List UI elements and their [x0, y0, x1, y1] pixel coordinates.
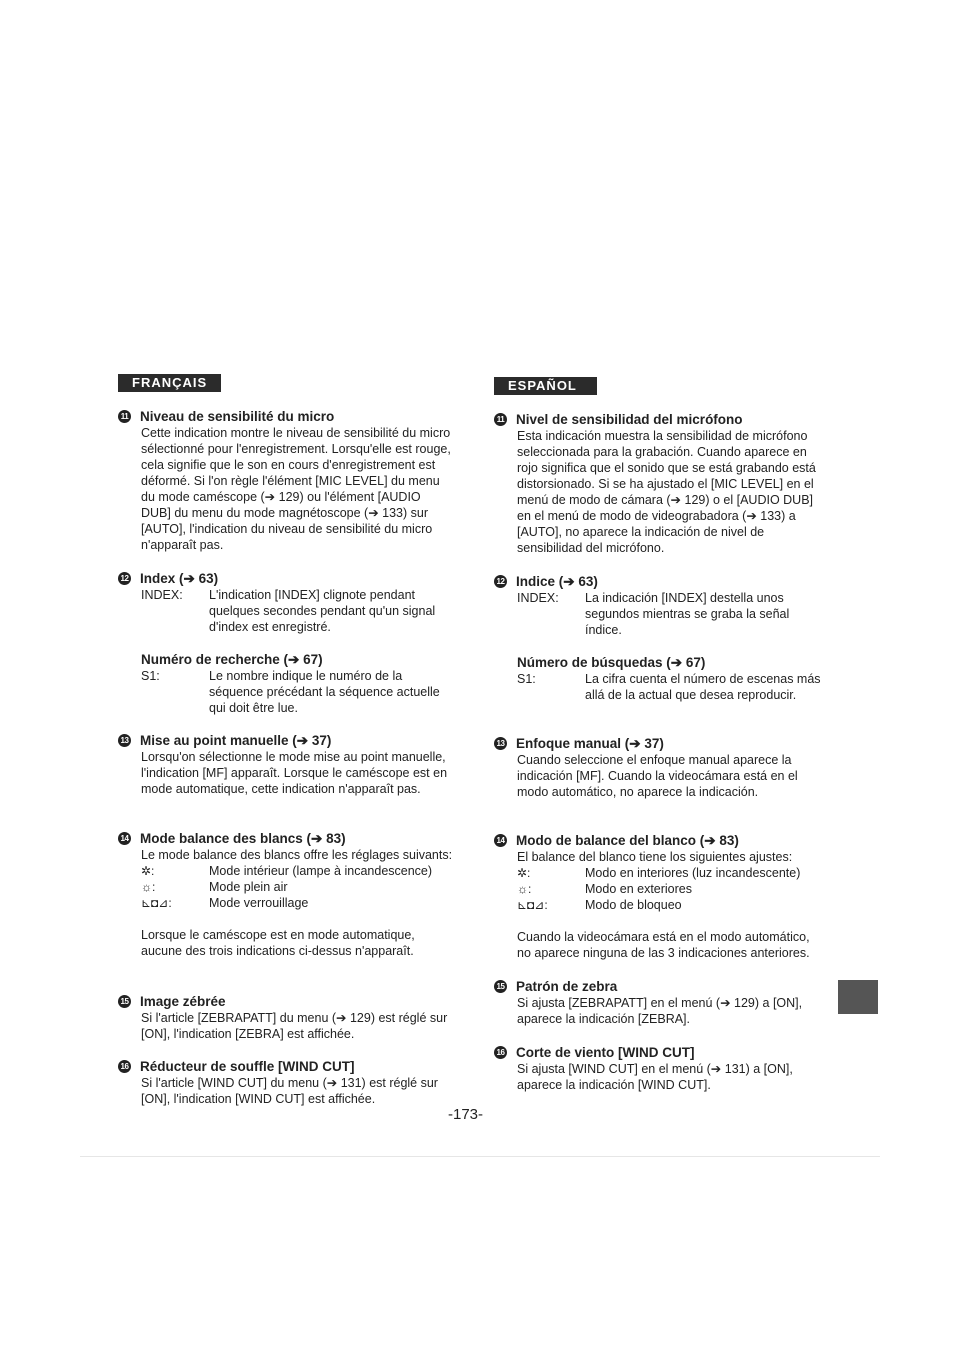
section-13-es — [494, 735, 824, 800]
section-11-es — [494, 411, 824, 556]
section-title: Corte de viento [WIND CUT] — [516, 1045, 695, 1060]
number-badge: 12 — [118, 572, 131, 585]
number-badge: 12 — [494, 575, 507, 588]
section-16-es — [494, 1044, 824, 1093]
section-body: Si ajusta [WIND CUT] en el menú (➔ 131) a [ON], aparece la indicación [WIND CUT]. — [517, 1062, 793, 1092]
wb-lock-icon: ⊾◘⊿: — [517, 898, 548, 912]
number-badge: 13 — [494, 737, 507, 750]
wb-lock-icon: ⊾◘⊿: — [141, 896, 172, 910]
section-15-fr — [118, 993, 453, 1042]
lang-label-fr: FRANÇAIS — [118, 374, 221, 392]
section-note: Lorsque le caméscope est en mode automatique, aucune des trois indications ci-dessus n'apparaît. — [141, 928, 415, 958]
term-key: INDEX: — [141, 588, 183, 602]
section-15-es — [494, 978, 824, 1027]
section-14-es: 14 Modo de balance del blanco (➔ 83) El balance del blanco tiene los siguientes ajustes: ✲: Modo en interiores (luz incandescente) ☼: Modo en exteriores ⊾◘⊿: Modo de bloqueo Cuando la videocámara está en el modo automático, no aparece ninguna de las 3 indicaciones anteriores. — [494, 832, 824, 961]
lang-label-es: ESPAÑOL — [494, 377, 597, 395]
section-13-fr — [118, 732, 453, 797]
sun-icon: ☼: — [141, 880, 156, 894]
section-title: Enfoque manual (➔ 37) — [516, 736, 664, 751]
subsection-title: Numéro de recherche (➔ 67) — [141, 652, 323, 667]
number-badge: 14 — [494, 834, 507, 847]
section-body: Le mode balance des blancs offre les réglages suivants: — [141, 848, 453, 862]
term-key: INDEX: — [517, 591, 559, 605]
term-value: L'indication [INDEX] clignote pendant quelques secondes pendant qu'un signal d'index est enregistré. — [209, 588, 436, 634]
number-badge: 15 — [494, 980, 507, 993]
section-body: El balance del blanco tiene los siguientes ajustes: — [517, 850, 793, 864]
section-11-fr — [118, 408, 453, 553]
section-title: Patrón de zebra — [516, 979, 618, 994]
section-12-fr — [118, 570, 453, 716]
section-body: Si ajusta [ZEBRAPATT] en el menú (➔ 129) a [ON], aparece la indicación [ZEBRA]. — [517, 996, 803, 1026]
section-title: Réducteur de souffle [WIND CUT] — [140, 1059, 355, 1074]
indoor-lamp-icon: ✲: — [141, 864, 155, 878]
section-body: Cette indication montre le niveau de sensibilité du micro sélectionné pour l'enregistrement. Lorsqu'elle est rouge, cela signifie que le son en cours d'enregistrement est déformé. Si l'on règle l'élément [MIC LEVEL] du menu du mode caméscope (➔ 129) ou l'élément [AUDIO DUB] du menu du mode magnétoscope (➔ 133) sur [AUTO], l'indication du niveau de sensibilité du micro n'apparaît pas. — [141, 426, 451, 552]
section-14-fr: 14 Mode balance des blancs (➔ 83) Le mode balance des blancs offre les réglages suivants: ✲: Mode intérieur (lampe à incandescence) ☼: Mode plein air ⊾◘⊿: Mode verrouillage Lorsque le caméscope est en mode automatique, aucune des trois indications ci-dessus n'apparaît. — [118, 830, 453, 959]
number-badge: 13 — [118, 734, 131, 747]
section-title: Indice (➔ 63) — [516, 574, 598, 589]
section-title: Image zébrée — [140, 994, 226, 1009]
indoor-lamp-icon: ✲: — [517, 866, 531, 880]
section-12-es — [494, 573, 824, 703]
term-key: S1: — [517, 672, 536, 686]
bottom-divider — [80, 1156, 880, 1157]
section-body: Si l'article [ZEBRAPATT] du menu (➔ 129) est réglé sur [ON], l'indication [ZEBRA] est affichée. — [141, 1011, 448, 1041]
page-number: -173- — [448, 1106, 484, 1123]
number-badge: 14 — [118, 832, 131, 845]
number-badge: 11 — [494, 413, 507, 426]
subsection-title: Número de búsquedas (➔ 67) — [517, 655, 706, 670]
section-body: Si l'article [WIND CUT] du menu (➔ 131) est réglé sur [ON], l'indication [WIND CUT] est affichée. — [141, 1076, 438, 1106]
number-badge: 16 — [494, 1046, 507, 1059]
section-title: Niveau de sensibilité du micro — [140, 409, 335, 424]
term-value: La indicación [INDEX] destella unos segundos mientras se graba la señal índice. — [585, 591, 790, 637]
number-badge: 16 — [118, 1060, 131, 1073]
section-body: Esta indicación muestra la sensibilidad de micrófono seleccionada para la grabación. Cuando aparece en rojo significa que el sonido que se está grabando está distorsionado. Si se ha ajustado el [MIC LEVEL] en el menú de modo de cámara (➔ 129) o el [AUDIO DUB] en el menú de modo de videograbadora (➔ 133) a [AUTO], no aparece la indicación de nivel de sensibilidad del micrófono. — [517, 429, 816, 555]
term-key: S1: — [141, 669, 160, 683]
section-body: Cuando seleccione el enfoque manual aparece la indicación [MF]. Cuando la videocámara está en el modo automático, no aparece la indicación. — [517, 753, 798, 799]
section-title: Modo de balance del blanco (➔ 83) — [516, 833, 739, 848]
term-value: La cifra cuenta el número de escenas más allá de la actual que desea reproducir. — [585, 672, 821, 702]
section-body: Lorsqu'on sélectionne le mode mise au point manuelle, l'indication [MF] apparaît. Lorsque le caméscope est en mode automatique, cette indication n'apparaît pas. — [141, 750, 448, 796]
thumb-index-tab — [838, 980, 878, 1014]
number-badge: 11 — [118, 410, 131, 423]
sun-icon: ☼: — [517, 882, 532, 896]
section-title: Mode balance des blancs (➔ 83) — [140, 831, 346, 846]
term-value: Le nombre indique le numéro de la séquence précédant la séquence actuelle qui doit être lue. — [209, 669, 440, 715]
section-title: Nivel de sensibilidad del micrófono — [516, 412, 743, 427]
section-note: Cuando la videocámara está en el modo automático, no aparece ninguna de las 3 indicaciones anteriores. — [517, 930, 810, 960]
number-badge: 15 — [118, 995, 131, 1008]
section-16-fr — [118, 1058, 453, 1107]
section-title: Index (➔ 63) — [140, 571, 219, 586]
section-title: Mise au point manuelle (➔ 37) — [140, 733, 332, 748]
